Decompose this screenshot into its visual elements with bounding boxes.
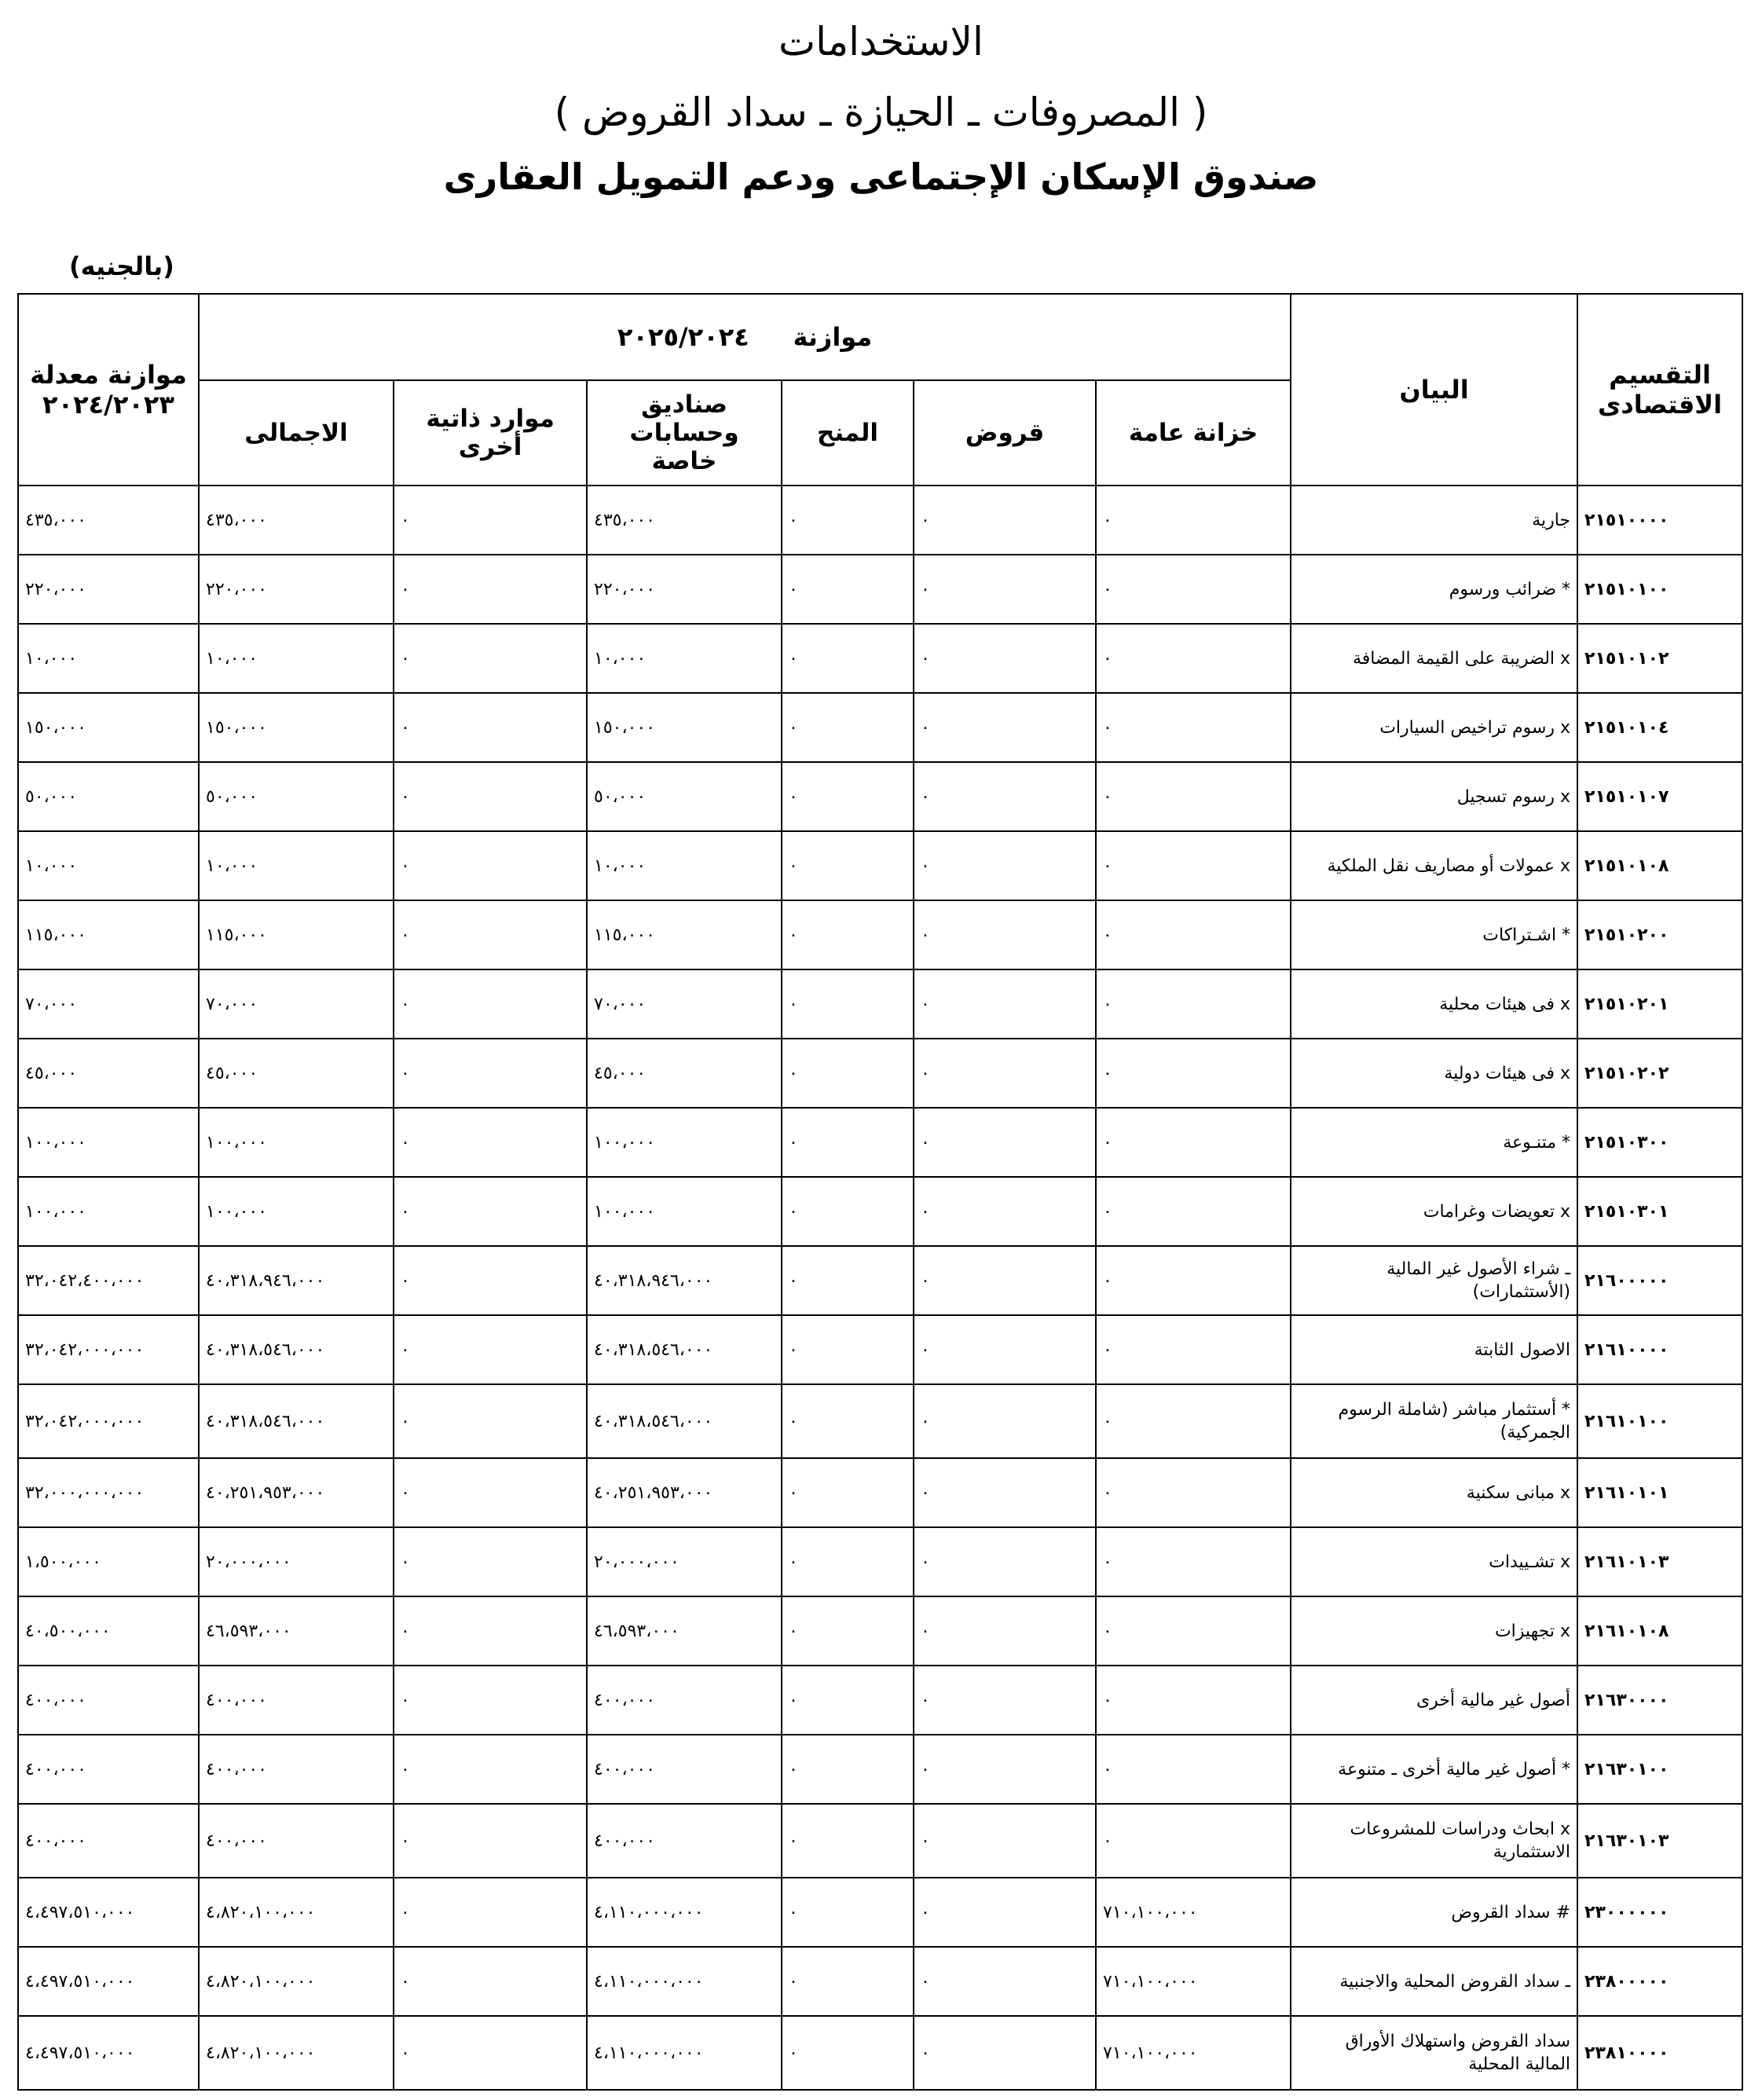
cell-loans: ٠ (914, 1804, 1096, 1878)
row-code: ٢١٥١٠٠٠٠ (1577, 486, 1742, 555)
document-subtitle: ( المصروفات ـ الحيازة ـ سداد القروض ) (554, 90, 1208, 135)
table-row (18, 969, 1742, 1039)
cell-total: ١٠٠،٠٠٠ (199, 1177, 394, 1246)
header-description: البيان (1291, 294, 1577, 486)
header-loans: قروض (914, 380, 1096, 486)
cell-grants: ٠ (782, 1177, 914, 1246)
table-row (18, 1384, 1742, 1458)
row-description: x فى هيئات محلية (1291, 969, 1577, 1039)
cell-other-resources: ٠ (394, 1108, 587, 1177)
cell-treasury: ٠ (1096, 1804, 1291, 1878)
cell-special-funds: ١٠،٠٠٠ (587, 624, 782, 693)
cell-revised-budget: ١٠،٠٠٠ (18, 831, 199, 900)
row-code: ٢١٥١٠٣٠٠ (1577, 1108, 1742, 1177)
cell-revised-budget: ١٠٠،٠٠٠ (18, 1177, 199, 1246)
cell-revised-budget: ٣٢،٠٠٠،٠٠٠،٠٠٠ (18, 1458, 199, 1527)
cell-total: ٤٠،٣١٨،٥٤٦،٠٠٠ (199, 1384, 394, 1458)
cell-loans: ٠ (914, 555, 1096, 624)
cell-other-resources: ٠ (394, 1804, 587, 1878)
cell-loans: ٠ (914, 1947, 1096, 2016)
header-special-funds: صناديق وحسابات خاصة (587, 380, 782, 486)
cell-total: ٤،٨٢٠،١٠٠،٠٠٠ (199, 1878, 394, 1947)
cell-special-funds: ٤،١١٠،٠٠٠،٠٠٠ (587, 1878, 782, 1947)
row-description: ـ شراء الأصول غير المالية (الأستثمارات) (1291, 1246, 1577, 1315)
row-code: ٢١٥١٠١٠٢ (1577, 624, 1742, 693)
row-description: جارية (1291, 486, 1577, 555)
cell-special-funds: ٤٠،٣١٨،٥٤٦،٠٠٠ (587, 1384, 782, 1458)
row-description: * ضرائب ورسوم (1291, 555, 1577, 624)
cell-revised-budget: ٤،٤٩٧،٥١٠،٠٠٠ (18, 1878, 199, 1947)
row-code: ٢١٦١٠٠٠٠ (1577, 1315, 1742, 1384)
cell-revised-budget: ١٠٠،٠٠٠ (18, 1108, 199, 1177)
header-code: التقسيم الاقتصادى (1577, 294, 1742, 486)
row-description: * أستثمار مباشر (شاملة الرسوم الجمركية) (1291, 1384, 1577, 1458)
cell-other-resources: ٠ (394, 1315, 587, 1384)
cell-other-resources: ٠ (394, 900, 587, 969)
row-code: ٢١٥١٠٢٠٢ (1577, 1039, 1742, 1108)
row-code: ٢١٦٣٠١٠٠ (1577, 1735, 1742, 1804)
cell-special-funds: ٤٠٠،٠٠٠ (587, 1804, 782, 1878)
cell-other-resources: ٠ (394, 486, 587, 555)
table-row (18, 1527, 1742, 1596)
cell-loans: ٠ (914, 1384, 1096, 1458)
cell-other-resources: ٠ (394, 1596, 587, 1666)
cell-revised-budget: ٤٥،٠٠٠ (18, 1039, 199, 1108)
cell-total: ٤٠،٢٥١،٩٥٣،٠٠٠ (199, 1458, 394, 1527)
cell-special-funds: ٤٠٠،٠٠٠ (587, 1666, 782, 1735)
cell-total: ٤٦،٥٩٣،٠٠٠ (199, 1596, 394, 1666)
row-description: x فى هيئات دولية (1291, 1039, 1577, 1108)
row-code: ٢٣٠٠٠٠٠٠ (1577, 1878, 1742, 1947)
cell-loans: ٠ (914, 969, 1096, 1039)
cell-revised-budget: ٤٠٠،٠٠٠ (18, 1735, 199, 1804)
cell-special-funds: ١٠٠،٠٠٠ (587, 1177, 782, 1246)
cell-grants: ٠ (782, 2016, 914, 2090)
row-description: x الضريبة على القيمة المضافة (1291, 624, 1577, 693)
row-code: ٢١٦١٠١٠١ (1577, 1458, 1742, 1527)
cell-revised-budget: ٤٣٥،٠٠٠ (18, 486, 199, 555)
row-description: x مبانى سكنية (1291, 1458, 1577, 1527)
row-code: ٢١٥١٠١٠٠ (1577, 555, 1742, 624)
cell-special-funds: ٢٢٠،٠٠٠ (587, 555, 782, 624)
cell-grants: ٠ (782, 693, 914, 762)
cell-special-funds: ٤٠،٣١٨،٥٤٦،٠٠٠ (587, 1315, 782, 1384)
cell-revised-budget: ٧٠،٠٠٠ (18, 969, 199, 1039)
cell-other-resources: ٠ (394, 1666, 587, 1735)
header-total: الاجمالى (199, 380, 394, 486)
cell-grants: ٠ (782, 1108, 914, 1177)
document-title: الاستخدامات (778, 19, 984, 64)
cell-total: ٧٠،٠٠٠ (199, 969, 394, 1039)
cell-other-resources: ٠ (394, 1527, 587, 1596)
cell-grants: ٠ (782, 1458, 914, 1527)
cell-total: ١٠،٠٠٠ (199, 624, 394, 693)
cell-special-funds: ٥٠،٠٠٠ (587, 762, 782, 831)
cell-treasury: ٠ (1096, 1596, 1291, 1666)
cell-other-resources: ٠ (394, 1384, 587, 1458)
cell-loans: ٠ (914, 1108, 1096, 1177)
cell-total: ٤٠،٣١٨،٩٤٦،٠٠٠ (199, 1246, 394, 1315)
cell-special-funds: ٧٠،٠٠٠ (587, 969, 782, 1039)
row-code: ٢١٥١٠٢٠١ (1577, 969, 1742, 1039)
cell-grants: ٠ (782, 1804, 914, 1878)
row-description: x رسوم تراخيص السيارات (1291, 693, 1577, 762)
cell-treasury: ٠ (1096, 762, 1291, 831)
row-code: ٢١٥١٠٢٠٠ (1577, 900, 1742, 969)
cell-loans: ٠ (914, 1878, 1096, 1947)
table-row (18, 555, 1742, 624)
cell-special-funds: ١٠،٠٠٠ (587, 831, 782, 900)
cell-grants: ٠ (782, 1246, 914, 1315)
cell-revised-budget: ٣٢،٠٤٢،٠٠٠،٠٠٠ (18, 1315, 199, 1384)
table-row (18, 2016, 1742, 2090)
row-description: الاصول الثابتة (1291, 1315, 1577, 1384)
row-description: سداد القروض واستهلاك الأوراق المالية المحلية (1291, 2016, 1577, 2090)
cell-grants: ٠ (782, 1947, 914, 2016)
header-other-resources: موارد ذاتية أخرى (394, 380, 587, 486)
cell-total: ٤٠،٣١٨،٥٤٦،٠٠٠ (199, 1315, 394, 1384)
cell-total: ٢٢٠،٠٠٠ (199, 555, 394, 624)
cell-special-funds: ١١٥،٠٠٠ (587, 900, 782, 969)
cell-treasury: ٠ (1096, 555, 1291, 624)
cell-treasury: ٠ (1096, 1246, 1291, 1315)
row-description: ـ سداد القروض المحلية والاجنبية (1291, 1947, 1577, 2016)
cell-total: ٤٠٠،٠٠٠ (199, 1735, 394, 1804)
cell-other-resources: ٠ (394, 1246, 587, 1315)
row-description: * أصول غير مالية أخرى ـ متنوعة (1291, 1735, 1577, 1804)
cell-special-funds: ١٥٠،٠٠٠ (587, 693, 782, 762)
cell-loans: ٠ (914, 900, 1096, 969)
cell-revised-budget: ١١٥،٠٠٠ (18, 900, 199, 969)
row-description: * اشـتراكات (1291, 900, 1577, 969)
row-description: x تعويضات وغرامات (1291, 1177, 1577, 1246)
cell-other-resources: ٠ (394, 555, 587, 624)
row-code: ٢١٥١٠١٠٤ (1577, 693, 1742, 762)
table-row (18, 900, 1742, 969)
cell-loans: ٠ (914, 1177, 1096, 1246)
table-row (18, 762, 1742, 831)
cell-revised-budget: ١٠،٠٠٠ (18, 624, 199, 693)
cell-loans: ٠ (914, 1039, 1096, 1108)
cell-other-resources: ٠ (394, 762, 587, 831)
cell-loans: ٠ (914, 1666, 1096, 1735)
cell-special-funds: ٢٠،٠٠٠،٠٠٠ (587, 1527, 782, 1596)
cell-grants: ٠ (782, 1527, 914, 1596)
cell-grants: ٠ (782, 1315, 914, 1384)
row-description: # سداد القروض (1291, 1878, 1577, 1947)
table-row (18, 1596, 1742, 1666)
cell-treasury: ٠ (1096, 1384, 1291, 1458)
cell-other-resources: ٠ (394, 1177, 587, 1246)
cell-treasury: ٧١٠،١٠٠،٠٠٠ (1096, 1947, 1291, 2016)
cell-grants: ٠ (782, 831, 914, 900)
cell-other-resources: ٠ (394, 1735, 587, 1804)
cell-treasury: ٠ (1096, 1735, 1291, 1804)
table-row (18, 831, 1742, 900)
row-code: ٢٣٨٠٠٠٠٠ (1577, 1947, 1742, 2016)
table-row (18, 624, 1742, 693)
row-description: x ابحاث ودراسات للمشروعات الاستثمارية (1291, 1804, 1577, 1878)
cell-treasury: ٠ (1096, 900, 1291, 969)
cell-loans: ٠ (914, 1246, 1096, 1315)
cell-loans: ٠ (914, 486, 1096, 555)
cell-grants: ٠ (782, 900, 914, 969)
cell-special-funds: ١٠٠،٠٠٠ (587, 1108, 782, 1177)
cell-loans: ٠ (914, 2016, 1096, 2090)
cell-grants: ٠ (782, 1596, 914, 1666)
row-description: x تشـييدات (1291, 1527, 1577, 1596)
row-description: أصول غير مالية أخرى (1291, 1666, 1577, 1735)
cell-revised-budget: ٣٢،٠٤٢،٠٠٠،٠٠٠ (18, 1384, 199, 1458)
cell-revised-budget: ٤،٤٩٧،٥١٠،٠٠٠ (18, 2016, 199, 2090)
row-description: x عمولات أو مصاريف نقل الملكية (1291, 831, 1577, 900)
cell-total: ٤،٨٢٠،١٠٠،٠٠٠ (199, 2016, 394, 2090)
cell-revised-budget: ٤،٤٩٧،٥١٠،٠٠٠ (18, 1947, 199, 2016)
cell-loans: ٠ (914, 762, 1096, 831)
cell-treasury: ٠ (1096, 624, 1291, 693)
cell-revised-budget: ٥٠،٠٠٠ (18, 762, 199, 831)
cell-grants: ٠ (782, 1666, 914, 1735)
cell-treasury: ٧١٠،١٠٠،٠٠٠ (1096, 1878, 1291, 1947)
cell-total: ٤٥،٠٠٠ (199, 1039, 394, 1108)
cell-treasury: ٧١٠،١٠٠،٠٠٠ (1096, 2016, 1291, 2090)
cell-grants: ٠ (782, 762, 914, 831)
cell-special-funds: ٤٥،٠٠٠ (587, 1039, 782, 1108)
cell-grants: ٠ (782, 1878, 914, 1947)
cell-other-resources: ٠ (394, 969, 587, 1039)
cell-grants: ٠ (782, 969, 914, 1039)
cell-other-resources: ٠ (394, 1039, 587, 1108)
row-code: ٢١٥١٠١٠٨ (1577, 831, 1742, 900)
cell-total: ١١٥،٠٠٠ (199, 900, 394, 969)
row-code: ٢١٥١٠١٠٧ (1577, 762, 1742, 831)
cell-revised-budget: ٢٢٠،٠٠٠ (18, 555, 199, 624)
table-row (18, 1735, 1742, 1804)
cell-loans: ٠ (914, 1596, 1096, 1666)
row-code: ٢١٦٣٠٠٠٠ (1577, 1666, 1742, 1735)
cell-treasury: ٠ (1096, 1458, 1291, 1527)
table-row (18, 1315, 1742, 1384)
cell-treasury: ٠ (1096, 1177, 1291, 1246)
cell-treasury: ٠ (1096, 693, 1291, 762)
row-code: ٢١٥١٠٣٠١ (1577, 1177, 1742, 1246)
row-code: ٢١٦١٠١٠٨ (1577, 1596, 1742, 1666)
cell-other-resources: ٠ (394, 1878, 587, 1947)
entity-name: صندوق الإسكان الإجتماعى ودعم التمويل العقارى (443, 156, 1319, 198)
row-code: ٢١٦١٠١٠٠ (1577, 1384, 1742, 1458)
header-grants: المنح (782, 380, 914, 486)
table-body (18, 486, 1742, 2090)
table-row (18, 1246, 1742, 1315)
cell-loans: ٠ (914, 1315, 1096, 1384)
cell-treasury: ٠ (1096, 969, 1291, 1039)
cell-treasury: ٠ (1096, 486, 1291, 555)
cell-revised-budget: ٤٠،٥٠٠،٠٠٠ (18, 1596, 199, 1666)
row-code: ٢١٦٠٠٠٠٠ (1577, 1246, 1742, 1315)
cell-special-funds: ٤٦،٥٩٣،٠٠٠ (587, 1596, 782, 1666)
cell-loans: ٠ (914, 693, 1096, 762)
table-row (18, 1177, 1742, 1246)
table-row (18, 1947, 1742, 2016)
row-description: x رسوم تسجيل (1291, 762, 1577, 831)
cell-loans: ٠ (914, 624, 1096, 693)
cell-grants: ٠ (782, 1735, 914, 1804)
cell-other-resources: ٠ (394, 1458, 587, 1527)
cell-treasury: ٠ (1096, 1666, 1291, 1735)
cell-grants: ٠ (782, 486, 914, 555)
cell-total: ٤،٨٢٠،١٠٠،٠٠٠ (199, 1947, 394, 2016)
cell-revised-budget: ١٥٠،٠٠٠ (18, 693, 199, 762)
cell-special-funds: ٤٠،٢٥١،٩٥٣،٠٠٠ (587, 1458, 782, 1527)
cell-other-resources: ٠ (394, 831, 587, 900)
cell-grants: ٠ (782, 555, 914, 624)
cell-total: ٢٠،٠٠٠،٠٠٠ (199, 1527, 394, 1596)
cell-grants: ٠ (782, 624, 914, 693)
row-code: ٢١٦١٠١٠٣ (1577, 1527, 1742, 1596)
cell-loans: ٠ (914, 1458, 1096, 1527)
table-row (18, 1666, 1742, 1735)
cell-grants: ٠ (782, 1039, 914, 1108)
cell-other-resources: ٠ (394, 693, 587, 762)
table-row (18, 693, 1742, 762)
table-row (18, 1878, 1742, 1947)
row-description: * متنـوعة (1291, 1108, 1577, 1177)
cell-treasury: ٠ (1096, 1108, 1291, 1177)
table-row (18, 1458, 1742, 1527)
cell-special-funds: ٤٠،٣١٨،٩٤٦،٠٠٠ (587, 1246, 782, 1315)
cell-special-funds: ٤،١١٠،٠٠٠،٠٠٠ (587, 2016, 782, 2090)
cell-other-resources: ٠ (394, 2016, 587, 2090)
table-row (18, 1039, 1742, 1108)
cell-revised-budget: ٤٠٠،٠٠٠ (18, 1804, 199, 1878)
cell-revised-budget: ٤٠٠،٠٠٠ (18, 1666, 199, 1735)
cell-special-funds: ٤٠٠،٠٠٠ (587, 1735, 782, 1804)
cell-loans: ٠ (914, 1735, 1096, 1804)
budget-table (17, 293, 1743, 2091)
cell-loans: ٠ (914, 831, 1096, 900)
cell-special-funds: ٤،١١٠،٠٠٠،٠٠٠ (587, 1947, 782, 2016)
cell-total: ١٠،٠٠٠ (199, 831, 394, 900)
cell-total: ١٥٠،٠٠٠ (199, 693, 394, 762)
unit-note: (بالجنيه) (69, 251, 174, 281)
cell-other-resources: ٠ (394, 624, 587, 693)
cell-revised-budget: ٣٢،٠٤٢،٤٠٠،٠٠٠ (18, 1246, 199, 1315)
table-row (18, 486, 1742, 555)
cell-total: ٥٠،٠٠٠ (199, 762, 394, 831)
cell-total: ١٠٠،٠٠٠ (199, 1108, 394, 1177)
cell-total: ٤٣٥،٠٠٠ (199, 486, 394, 555)
cell-total: ٤٠٠،٠٠٠ (199, 1666, 394, 1735)
row-code: ٢١٦٣٠١٠٣ (1577, 1804, 1742, 1878)
row-code: ٢٣٨١٠٠٠٠ (1577, 2016, 1742, 2090)
cell-loans: ٠ (914, 1527, 1096, 1596)
cell-treasury: ٠ (1096, 831, 1291, 900)
cell-other-resources: ٠ (394, 1947, 587, 2016)
cell-grants: ٠ (782, 1384, 914, 1458)
table-row (18, 1804, 1742, 1878)
cell-total: ٤٠٠،٠٠٠ (199, 1804, 394, 1878)
header-budget-group: موازنة ٢٠٢٥/٢٠٢٤ (199, 294, 1291, 380)
cell-treasury: ٠ (1096, 1315, 1291, 1384)
cell-treasury: ٠ (1096, 1527, 1291, 1596)
header-treasury: خزانة عامة (1096, 380, 1291, 486)
cell-special-funds: ٤٣٥،٠٠٠ (587, 486, 782, 555)
table-row (18, 1108, 1742, 1177)
cell-treasury: ٠ (1096, 1039, 1291, 1108)
header-revised-budget: موازنة معدلة ٢٠٢٤/٢٠٢٣ (18, 294, 199, 486)
cell-revised-budget: ١،٥٠٠،٠٠٠ (18, 1527, 199, 1596)
row-description: x تجهيزات (1291, 1596, 1577, 1666)
